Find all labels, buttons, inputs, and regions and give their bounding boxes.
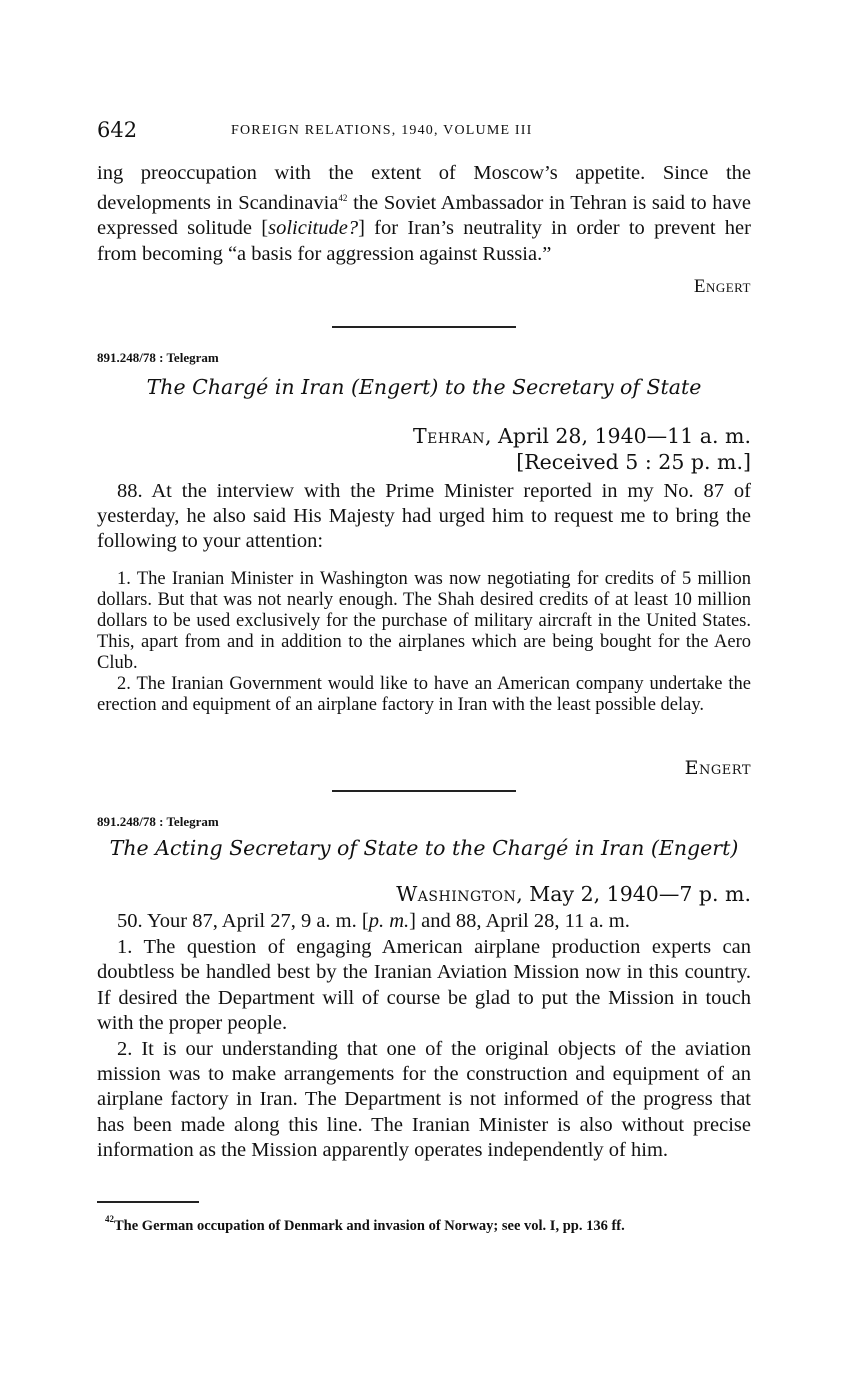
paragraph: 88. At the interview with the Prime Minister reported in my No. 87 of yesterday, he also said His Majesty had urged him to request me to bring the following to your attention: bbox=[97, 480, 751, 553]
running-head: FOREIGN RELATIONS, 1940, VOLUME III bbox=[231, 123, 533, 138]
document-title: The Chargé in Iran (Engert) to the Secretary of State bbox=[146, 375, 702, 399]
footnote: $^{42}$The German occupation of Denmark and invasion of Norway; see vol. I, pp. 136 ff. bbox=[105, 1214, 625, 1234]
continuation-block bbox=[97, 161, 751, 299]
telegram-body bbox=[97, 479, 751, 555]
list-item: 1. The Iranian Minister in Washington was now negotiating for credits of 5 million dollars. But that was not nearly enough. The Shah desired credits of at least 10 million dollars to be used exclusively for the purchase of military aircraft in the United States. This, apart from and in addition to the airplanes which are being bought for the Aero Club. bbox=[97, 569, 751, 673]
file-reference: 891.248/78 : Telegram bbox=[97, 350, 219, 365]
footnote-divider bbox=[97, 1201, 751, 1203]
sic-note: solicitude? bbox=[268, 217, 359, 240]
page-number: 642 bbox=[97, 118, 138, 142]
paragraph: 1. The question of engaging American airplane production experts can doubtless be handled best by the Iranian Aviation Mission now in this country. If desired the Department will of course be glad to put the Mission in touch with the proper people. bbox=[97, 936, 751, 1034]
footnote-ref: 42 bbox=[338, 193, 348, 204]
document-title: The Acting Secretary of State to the Chargé in Iran (Engert) bbox=[109, 836, 739, 860]
file-reference: 891.248/78 : Telegram bbox=[97, 814, 219, 829]
signature-engert: Engert bbox=[693, 275, 751, 297]
signature-engert: Engert bbox=[684, 757, 751, 779]
list-item: 2. The Iranian Government would like to have an American company undertake the erection and equipment of an airplane factory in Iran with the least possible delay. bbox=[97, 674, 751, 715]
paragraph: 2. It is our understanding that one of the original objects of the aviation mission was to make arrangements for the construction and equipment of an airplane factory in Iran. The Department is not informed of the progress that has been made along this line. The Iranian Minister is also without precise information as the Mission apparently operates independently of him. bbox=[97, 1038, 751, 1161]
received-line: [Received 5 : 25 p. m.] bbox=[516, 450, 751, 474]
dateline: Washington, May 2, 1940—7 p. m. bbox=[396, 882, 751, 906]
divider bbox=[97, 326, 751, 328]
dateline: Tehran, April 28, 1940—11 a. m. bbox=[412, 424, 751, 448]
continuation-paragraph: ing preoccupation with the extent of Moscow’s appetite. Since the developments in Scandinavia$^{42}$ the Soviet Ambassador in Tehran is said to have expressed solitude [solicitude?] for Iran’s neutrality in order to prevent her from becoming “a basis for aggression against Russia.” bbox=[97, 162, 751, 265]
footnote-marker: 42 bbox=[105, 1214, 114, 1224]
divider bbox=[97, 790, 751, 792]
paragraph: 50. Your 87, April 27, 9 a. m. [p. m.] and 88, April 28, 11 a. m. bbox=[117, 910, 630, 932]
telegram-body bbox=[97, 909, 751, 1163]
page-header bbox=[97, 118, 751, 144]
telegram-items bbox=[97, 569, 751, 716]
